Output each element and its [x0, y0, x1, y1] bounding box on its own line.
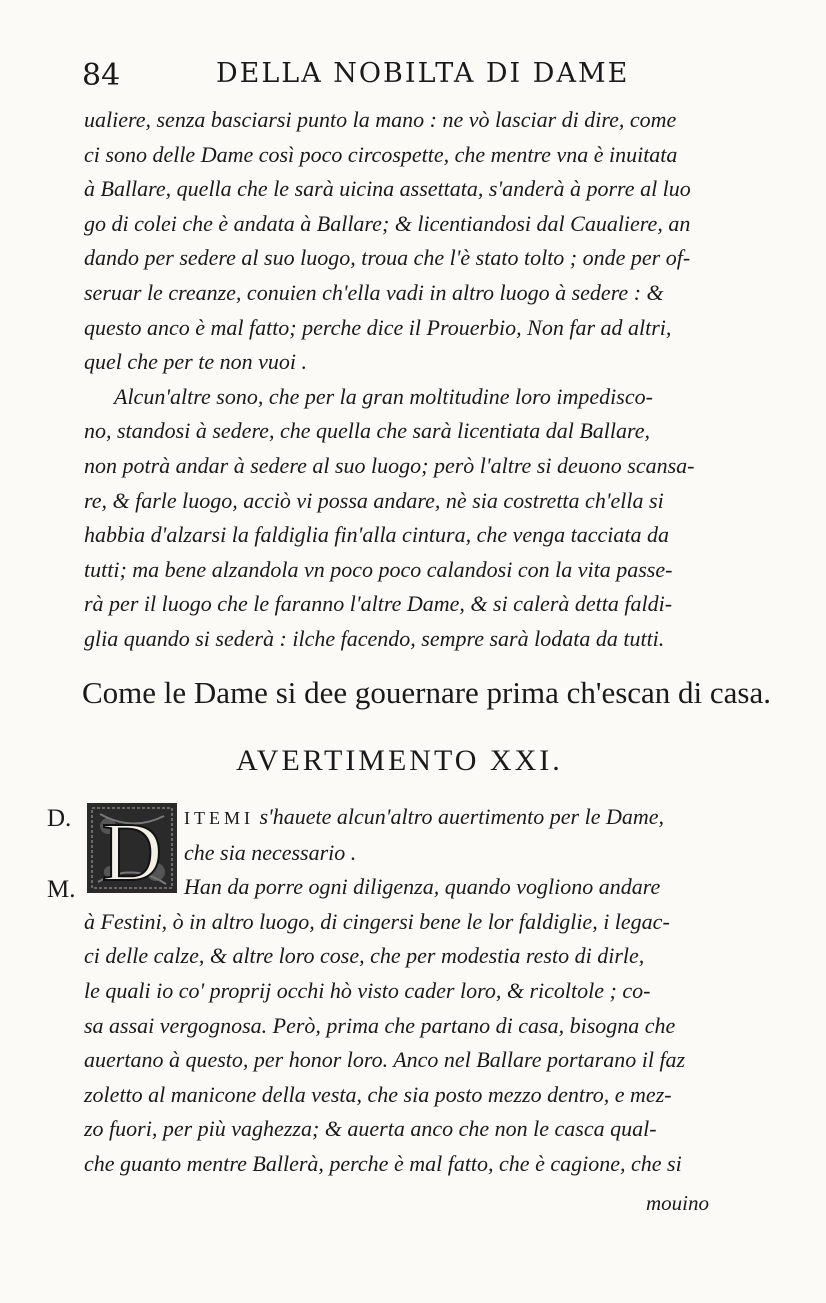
text-line: re, & farle luogo, acciò vi possa andare, nè sia costretta ch'ella si: [84, 487, 664, 513]
text-line: dando per sedere al suo luogo, troua che l'è stato tolto ; onde per of-: [84, 245, 691, 271]
text-line: habbia d'alzarsi la faldiglia fin'alla cintura, che venga tacciata da: [84, 522, 670, 548]
running-title: DELLA NOBILTA DI DAME: [216, 58, 630, 89]
text-line: auertano à questo, per honor loro. Anco nel Ballare portarano il faz: [84, 1047, 686, 1073]
text-line: no, standosi à sedere, che quella che sarà licentiata dal Ballare,: [84, 418, 650, 444]
speaker-label-m: M.: [47, 876, 76, 903]
text-line: zo fuori, per più vaghezza; & auerta anco che non le casca qual-: [84, 1116, 657, 1142]
text-line: go di colei che è andata à Ballare; & licentiandosi dal Caualiere, an: [84, 210, 691, 236]
text-line: le quali io co' proprij occhi hò visto cader loro, & ricoltole ; co-: [84, 977, 651, 1003]
text-line: questo anco è mal fatto; perche dice il Prouerbio, Non far ad altri,: [84, 314, 672, 340]
drop-cap-letter: D: [101, 806, 163, 894]
chapter-heading: Come le Dame si dee gouernare prima ch'escan di casa.: [82, 675, 772, 710]
text-line: ci delle calze, & altre loro cose, che per modestia resto di dirle,: [84, 943, 645, 969]
text-line: ci sono delle Dame così poco circospette, che mentre vna è inuitata: [84, 141, 678, 167]
text-line: che guanto mentre Ballerà, perche è mal fatto, che è cagione, che si: [84, 1150, 682, 1176]
text-line: quel che per te non vuoi .: [84, 349, 307, 375]
section-title: AVERTIMENTO XXI.: [236, 744, 563, 777]
opening-word: ITEMI: [184, 808, 254, 828]
text-line: Alcun'altre sono, che per la gran moltitudine loro impedisco-: [114, 383, 653, 409]
text-line: ITEMI s'hauete alcun'altro auertimento per le Dame,: [184, 804, 665, 829]
text-line: zoletto al manicone della vesta, che sia posto mezzo dentro, e mez-: [84, 1081, 672, 1107]
text-line: à Ballare, quella che le sarà uicina assettata, s'anderà à porre al luo: [84, 176, 691, 202]
speaker-label-d: D.: [47, 805, 72, 832]
text-line: rà per il luogo che le faranno l'altre Dame, & si calerà detta faldi-: [84, 591, 673, 617]
text-line: ualiere, senza basciarsi punto la mano : ne vò lasciar di dire, come: [84, 107, 677, 132]
text-line: glia quando si sederà : ilche facendo, sempre sarà lodata da tutti.: [84, 625, 665, 651]
text-line: sa assai vergognosa. Però, prima che partano di casa, bisogna che: [84, 1012, 676, 1038]
dialogue-block: [0, 800, 826, 1240]
text-line: Han da porre ogni diligenza, quando vogliono andare: [184, 874, 661, 900]
page-number: 84: [82, 58, 121, 93]
text-line: tutti; ma bene alzandola vn poco poco calandosi con la vita passe-: [84, 556, 673, 582]
text-line: à Festini, ò in altro luogo, di cingersi bene le lor faldiglie, i legac-: [84, 908, 670, 934]
catchword: mouino: [646, 1191, 709, 1215]
page-header: [82, 58, 772, 98]
body-text: [84, 103, 768, 657]
text-line: non potrà andar à sedere al suo luogo; però l'altre si deuono scansa-: [84, 452, 695, 478]
dialogue-text: [84, 800, 774, 1182]
text-line: che sia necessario .: [184, 839, 357, 865]
text-line: seruar le creanze, conuien ch'ella vadi in altro luogo à sedere : &: [84, 279, 664, 305]
